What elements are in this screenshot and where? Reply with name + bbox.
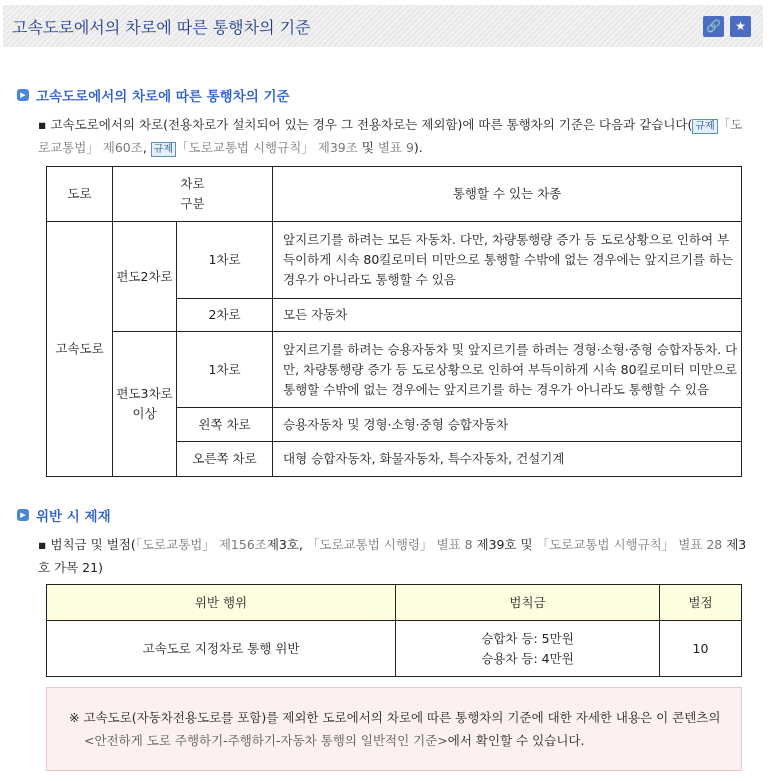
section-heading <box>17 85 290 105</box>
law-link[interactable]: 「도로교통법」 제156조 <box>135 537 267 552</box>
text: ). <box>413 140 423 155</box>
header-lane: 차로 구분 <box>113 167 273 222</box>
intro-paragraph: ▪ 고속도로에서의 차로(전용차로가 설치되어 있는 경우 그 전용차로는 제외함)에 따른 통행차의 기준은 다음과 같습니다( 규제 「도로교통법」 제60조, 규제 「도로교통법 시행규칙」 제39조 및 별표 9). <box>38 117 743 155</box>
header-violation: 위반 행위 <box>47 585 396 621</box>
vehicles-cell: 모든 자동차 <box>273 299 742 332</box>
law-link[interactable]: 「도로교통법 시행령」 별표 8 <box>306 537 473 552</box>
header-vehicles: 통행할 수 있는 차종 <box>273 167 742 222</box>
law-link[interactable]: 「도로교통법 시행규칙」 별표 28 <box>536 537 723 552</box>
points-cell: 10 <box>660 621 742 677</box>
law-link[interactable]: 「도로교통법 시행규칙」 제39조 <box>176 140 358 155</box>
note-link[interactable]: <안전하게 도로 주행하기-주행하기-자동차 통행의 일반적인 기준> <box>84 733 448 748</box>
note-text: 에서 확인할 수 있습니다. <box>447 733 585 748</box>
section-title: 고속도로에서의 차로에 따른 통행차의 기준 <box>36 89 290 105</box>
group-cell: 편도2차로 <box>113 222 177 332</box>
law-link[interactable]: 「도로교통법」 제60조 <box>38 117 743 155</box>
fine-cell <box>396 621 660 677</box>
regulation-tag[interactable]: 규제 <box>692 119 717 134</box>
fine-line: 승용차 등: 4만원 <box>481 650 574 666</box>
vehicles-cell: 대형 승합자동차, 화물자동차, 특수자동차, 건설기계 <box>273 442 742 477</box>
text: 제3호, <box>266 537 307 552</box>
fine-line: 승합차 등: 5만원 <box>481 630 574 646</box>
lane-cell: 2차로 <box>177 299 273 332</box>
note-box <box>46 687 742 771</box>
text: 범칙금 및 벌점( <box>50 537 136 552</box>
text: 제39호 및 <box>472 537 537 552</box>
lane-cell: 1차로 <box>177 222 273 299</box>
violation-cell: 고속도로 지정차로 통행 위반 <box>47 621 396 677</box>
penalty-paragraph: ▪ 범칙금 및 벌점(「도로교통법」 제156조제3호, 「도로교통법 시행령」 별표 8 제39호 및 「도로교통법 시행규칙」 별표 28 제3호 가목 21) <box>38 537 747 575</box>
lane-cell: 오른쪽 차로 <box>177 442 273 477</box>
header-road: 도로 <box>47 167 113 222</box>
text: 고속도로에서의 차로(전용차로가 설치되어 있는 경우 그 전용차로는 제외함)에 따른 통행차의 기준은 다음과 같습니다( <box>50 117 693 132</box>
link-icon[interactable]: 🔗 <box>703 16 724 37</box>
text: , <box>142 140 151 155</box>
star-icon[interactable]: ★ <box>730 16 751 37</box>
bullet-icon: ▶ <box>17 509 29 521</box>
vehicles-cell: 승용자동차 및 경형·소형·중형 승합자동차 <box>273 408 742 442</box>
lane-cell: 1차로 <box>177 332 273 408</box>
vehicles-cell: 앞지르기를 하려는 모든 자동차. 다만, 차량통행량 증가 등 도로상황으로 인하여 부득이하게 시속 80킬로미터 미만으로 통행할 수밖에 없는 경우에는 앞지르기를 하는 경우가 아니라도 통행할 수 있음 <box>273 222 742 299</box>
note-text: ※ 고속도로(자동차전용도로를 포함)를 제외한 도로에서의 차로에 따른 통행차의 기준에 대한 자세한 내용은 이 콘텐츠의 <box>69 710 721 725</box>
lane-cell: 왼쪽 차로 <box>177 408 273 442</box>
road-cell: 고속도로 <box>47 222 113 477</box>
header-points: 벌점 <box>660 585 742 621</box>
text: 및 <box>357 140 378 155</box>
penalty-table <box>46 584 742 677</box>
law-link[interactable]: 별표 9 <box>377 140 414 155</box>
section-title: 위반 시 제재 <box>36 509 111 525</box>
section-heading <box>17 505 111 525</box>
text: 제3호 가목 21) <box>38 537 747 575</box>
bullet-icon: ▶ <box>17 89 29 101</box>
vehicles-cell: 앞지르기를 하려는 승용자동차 및 앞지르기를 하려는 경형·소형·중형 승합자동차. 다만, 차량통행량 증가 등 도로상황으로 인하여 부득이하게 시속 80킬로미터 미만으로 통행할 수밖에 없는 경우에는 앞지르기를 하는 경우가 아니라도 통행할 수 있음 <box>273 332 742 408</box>
page-header <box>3 5 763 47</box>
header-fine: 범칙금 <box>396 585 660 621</box>
lane-table <box>46 166 742 477</box>
group-cell: 편도3차로 이상 <box>113 332 177 477</box>
page-title: 고속도로에서의 차로에 따른 통행차의 기준 <box>12 18 311 37</box>
regulation-tag[interactable]: 규제 <box>151 142 176 157</box>
